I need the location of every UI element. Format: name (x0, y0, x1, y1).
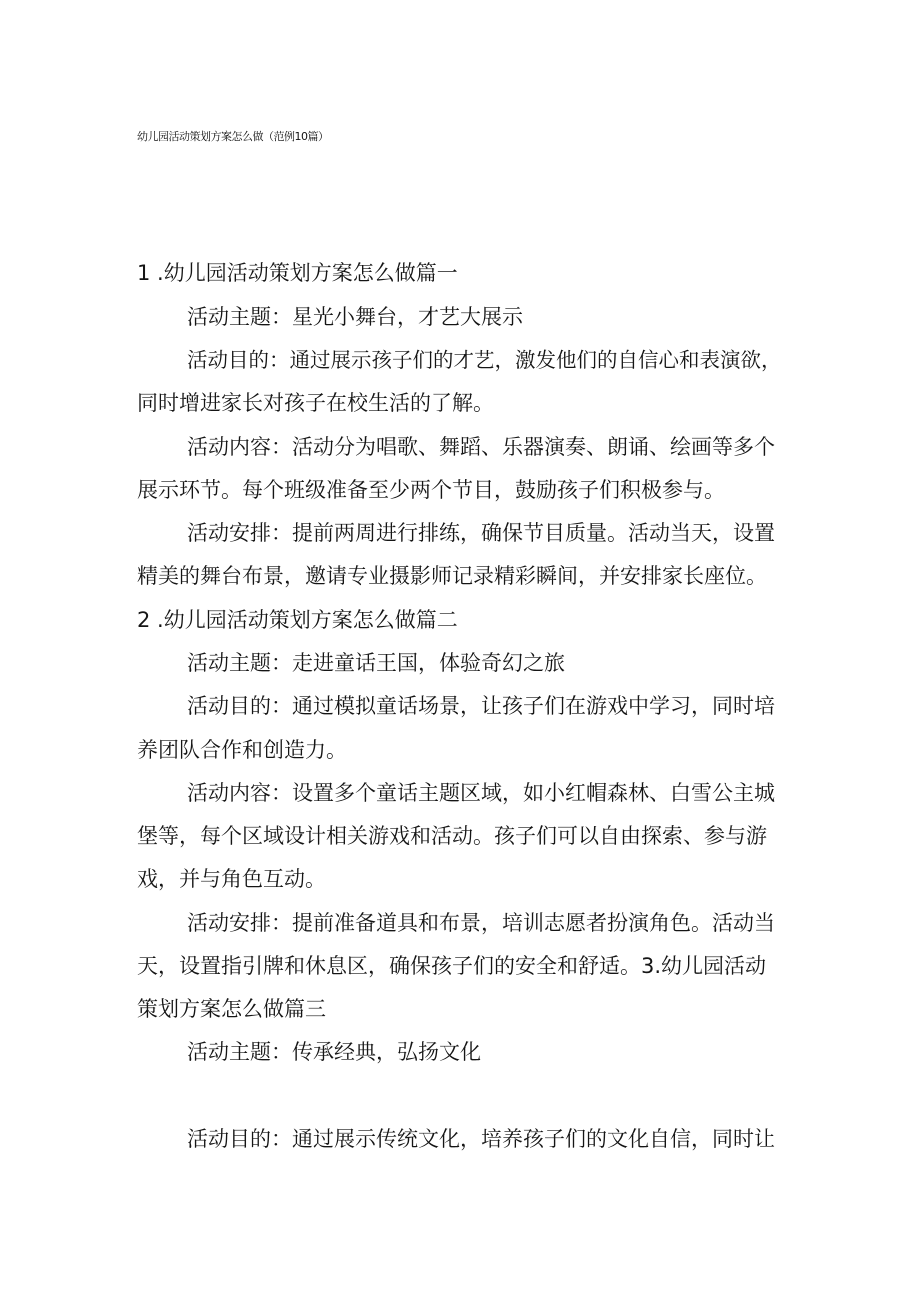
section-heading-1: 1 .幼儿园活动策划方案怎么做篇一 (137, 261, 458, 285)
paragraph-line: 天，设置指引牌和休息区，确保孩子们的安全和舒适。3.幼儿园活动 (137, 954, 767, 978)
paragraph-line: 同时增进家长对孩子在校生活的了解。 (137, 391, 494, 415)
document-title: 幼儿园活动策划方案怎么做（范例10篇） (137, 130, 329, 143)
paragraph-line: 堡等，每个区域设计相关游戏和活动。孩子们可以自由探索、参与游 (137, 824, 767, 848)
paragraph-line: 活动安排：提前准备道具和布景，培训志愿者扮演角色。活动当 (187, 911, 775, 935)
paragraph-line: 活动安排：提前两周进行排练，确保节目质量。活动当天，设置 (187, 521, 775, 545)
paragraph-line: 活动目的：通过展示孩子们的才艺，激发他们的自信心和表演欲， (187, 348, 782, 372)
paragraph-line: 活动主题：传承经典，弘扬文化 (187, 1040, 481, 1064)
paragraph-line: 活动目的：通过展示传统文化，培养孩子们的文化自信，同时让 (187, 1127, 775, 1151)
paragraph-line: 养团队合作和创造力。 (137, 738, 347, 762)
paragraph-line: 活动内容：设置多个童话主题区域，如小红帽森林、白雪公主城 (187, 781, 775, 805)
paragraph-line: 活动主题：走进童话王国，体验奇幻之旅 (187, 651, 565, 675)
paragraph-line: 活动内容：活动分为唱歌、舞蹈、乐器演奏、朗诵、绘画等多个 (187, 435, 775, 459)
paragraph-line: 精美的舞台布景，邀请专业摄影师记录精彩瞬间，并安排家长座位。 (137, 564, 767, 588)
paragraph-line: 戏，并与角色互动。 (137, 867, 326, 891)
paragraph-line: 活动目的：通过模拟童话场景，让孩子们在游戏中学习，同时培 (187, 694, 775, 718)
paragraph-line: 展示环节。每个班级准备至少两个节目，鼓励孩子们积极参与。 (137, 478, 725, 502)
paragraph-line: 活动主题：星光小舞台，才艺大展示 (187, 305, 523, 329)
paragraph-line: 策划方案怎么做篇三 (137, 997, 326, 1021)
section-heading-2: 2 .幼儿园活动策划方案怎么做篇二 (137, 608, 458, 632)
